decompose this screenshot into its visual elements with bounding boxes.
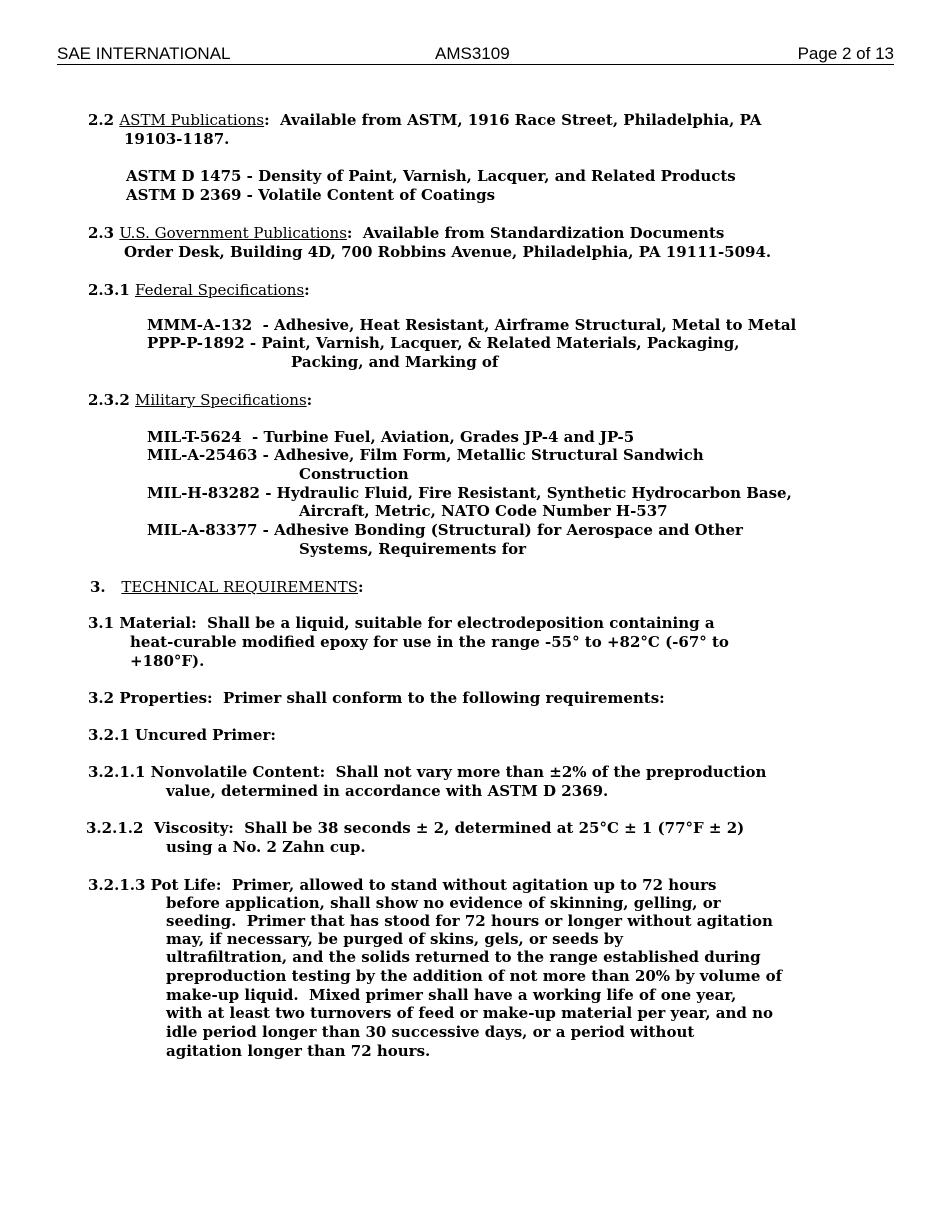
section-2-2-heading <box>88 111 761 129</box>
section-2-2-text-cont: 19103-1187. <box>124 130 230 148</box>
section-3-2-1-3-line-7: make-up liquid. Mixed primer shall have a working life of one year, <box>166 986 737 1004</box>
colon: : <box>306 391 313 409</box>
astm-ref-d1475: ASTM D 1475 - Density of Paint, Varnish, Lacquer, and Related Products <box>126 167 736 185</box>
fed-spec-ppp-p-1892-cont: Packing, and Marking of <box>291 353 499 371</box>
section-title: TECHNICAL REQUIREMENTS <box>121 578 359 596</box>
page-header <box>57 44 894 65</box>
section-3-2-1-3-line-1: 3.2.1.3 Pot Life: Primer, allowed to stand without agitation up to 72 hours <box>88 876 717 894</box>
fed-spec-ppp-p-1892: PPP-P-1892 - Paint, Varnish, Lacquer, & Related Materials, Packaging, <box>147 334 740 352</box>
section-3-heading <box>90 578 364 596</box>
section-number: 2.3.2 <box>88 391 130 409</box>
section-3-2-1-2-line-1: 3.2.1.2 Viscosity: Shall be 38 seconds ± 2, determined at 25°C ± 1 (77°F ± 2) <box>86 819 745 837</box>
astm-ref-d2369: ASTM D 2369 - Volatile Content of Coatings <box>126 186 496 204</box>
section-3-2-1-3-line-8: with at least two turnovers of feed or make-up material per year, and no <box>166 1004 774 1022</box>
section-3-2-1: 3.2.1 Uncured Primer: <box>88 726 276 744</box>
section-3-2-1-3-line-5: ultrafiltration, and the solids returned to the range established during <box>166 948 761 966</box>
section-title: ASTM Publications <box>119 111 265 129</box>
mil-spec-a-83377: MIL-A-83377 - Adhesive Bonding (Structural) for Aerospace and Other <box>147 521 743 539</box>
mil-spec-a-25463-cont: Construction <box>299 465 409 483</box>
section-3-2-1-1-line-1: 3.2.1.1 Nonvolatile Content: Shall not vary more than ±2% of the preproduction <box>88 763 767 781</box>
mil-spec-t-5624: MIL-T-5624 - Turbine Fuel, Aviation, Grades JP-4 and JP-5 <box>147 428 635 446</box>
section-2-3-1-heading <box>88 281 310 299</box>
section-3-2: 3.2 Properties: Primer shall conform to the following requirements: <box>88 689 665 707</box>
section-2-3-heading <box>88 224 724 242</box>
mil-spec-a-83377-cont: Systems, Requirements for <box>299 540 527 558</box>
section-3-2-1-2-line-2: using a No. 2 Zahn cup. <box>166 838 366 856</box>
mil-spec-a-25463: MIL-A-25463 - Adhesive, Film Form, Metallic Structural Sandwich <box>147 446 704 464</box>
section-3-2-1-3-line-6: preproduction testing by the addition of not more than 20% by volume of <box>166 967 783 985</box>
colon: : <box>304 281 310 299</box>
section-text: Available from Standardization Documents <box>362 224 725 242</box>
publisher-name: SAE INTERNATIONAL <box>57 44 231 63</box>
section-3-2-1-3-line-9: idle period longer than 30 successive days, or a period without <box>166 1023 695 1041</box>
colon: : <box>358 578 364 596</box>
colon: : <box>264 111 270 129</box>
section-2-3-text-cont: Order Desk, Building 4D, 700 Robbins Avenue, Philadelphia, PA 19111-5094. <box>124 243 772 261</box>
section-number: 2.3.1 <box>88 281 130 299</box>
section-3-2-1-1-line-2: value, determined in accordance with ASTM D 2369. <box>166 782 609 800</box>
section-2-3-2-heading <box>88 391 312 409</box>
section-title: Federal Specifications <box>135 281 305 299</box>
section-3-2-1-3-line-10: agitation longer than 72 hours. <box>166 1042 431 1060</box>
document-number: AMS3109 <box>435 44 510 63</box>
section-3-1-line-3: +180°F). <box>130 652 205 670</box>
section-number: 2.2 <box>88 111 115 129</box>
colon: : <box>346 224 353 242</box>
mil-spec-h-83282: MIL-H-83282 - Hydraulic Fluid, Fire Resistant, Synthetic Hydrocarbon Base, <box>147 484 792 502</box>
section-title: U.S. Government Publications <box>119 224 347 242</box>
section-3-2-1-3-line-3: seeding. Primer that has stood for 72 hours or longer without agitation <box>166 912 773 930</box>
section-3-1-line-2: heat-curable modified epoxy for use in the range -55° to +82°C (-67° to <box>130 633 729 651</box>
fed-spec-mmm-a-132: MMM-A-132 - Adhesive, Heat Resistant, Airframe Structural, Metal to Metal <box>147 316 797 334</box>
section-number: 2.3 <box>88 224 115 242</box>
mil-spec-h-83282-cont: Aircraft, Metric, NATO Code Number H-537 <box>299 502 668 520</box>
section-text: Available from ASTM, 1916 Race Street, Philadelphia, PA <box>280 111 762 129</box>
page-number: Page 2 of 13 <box>797 44 894 63</box>
section-3-2-1-3-line-2: before application, shall show no evidence of skinning, gelling, or <box>166 894 721 912</box>
section-title: Military Specifications <box>135 391 307 409</box>
section-3-1-line-1: 3.1 Material: Shall be a liquid, suitable for electrodeposition containing a <box>88 614 715 632</box>
section-number: 3. <box>90 578 106 596</box>
section-3-2-1-3-line-4: may, if necessary, be purged of skins, gels, or seeds by <box>166 930 623 948</box>
